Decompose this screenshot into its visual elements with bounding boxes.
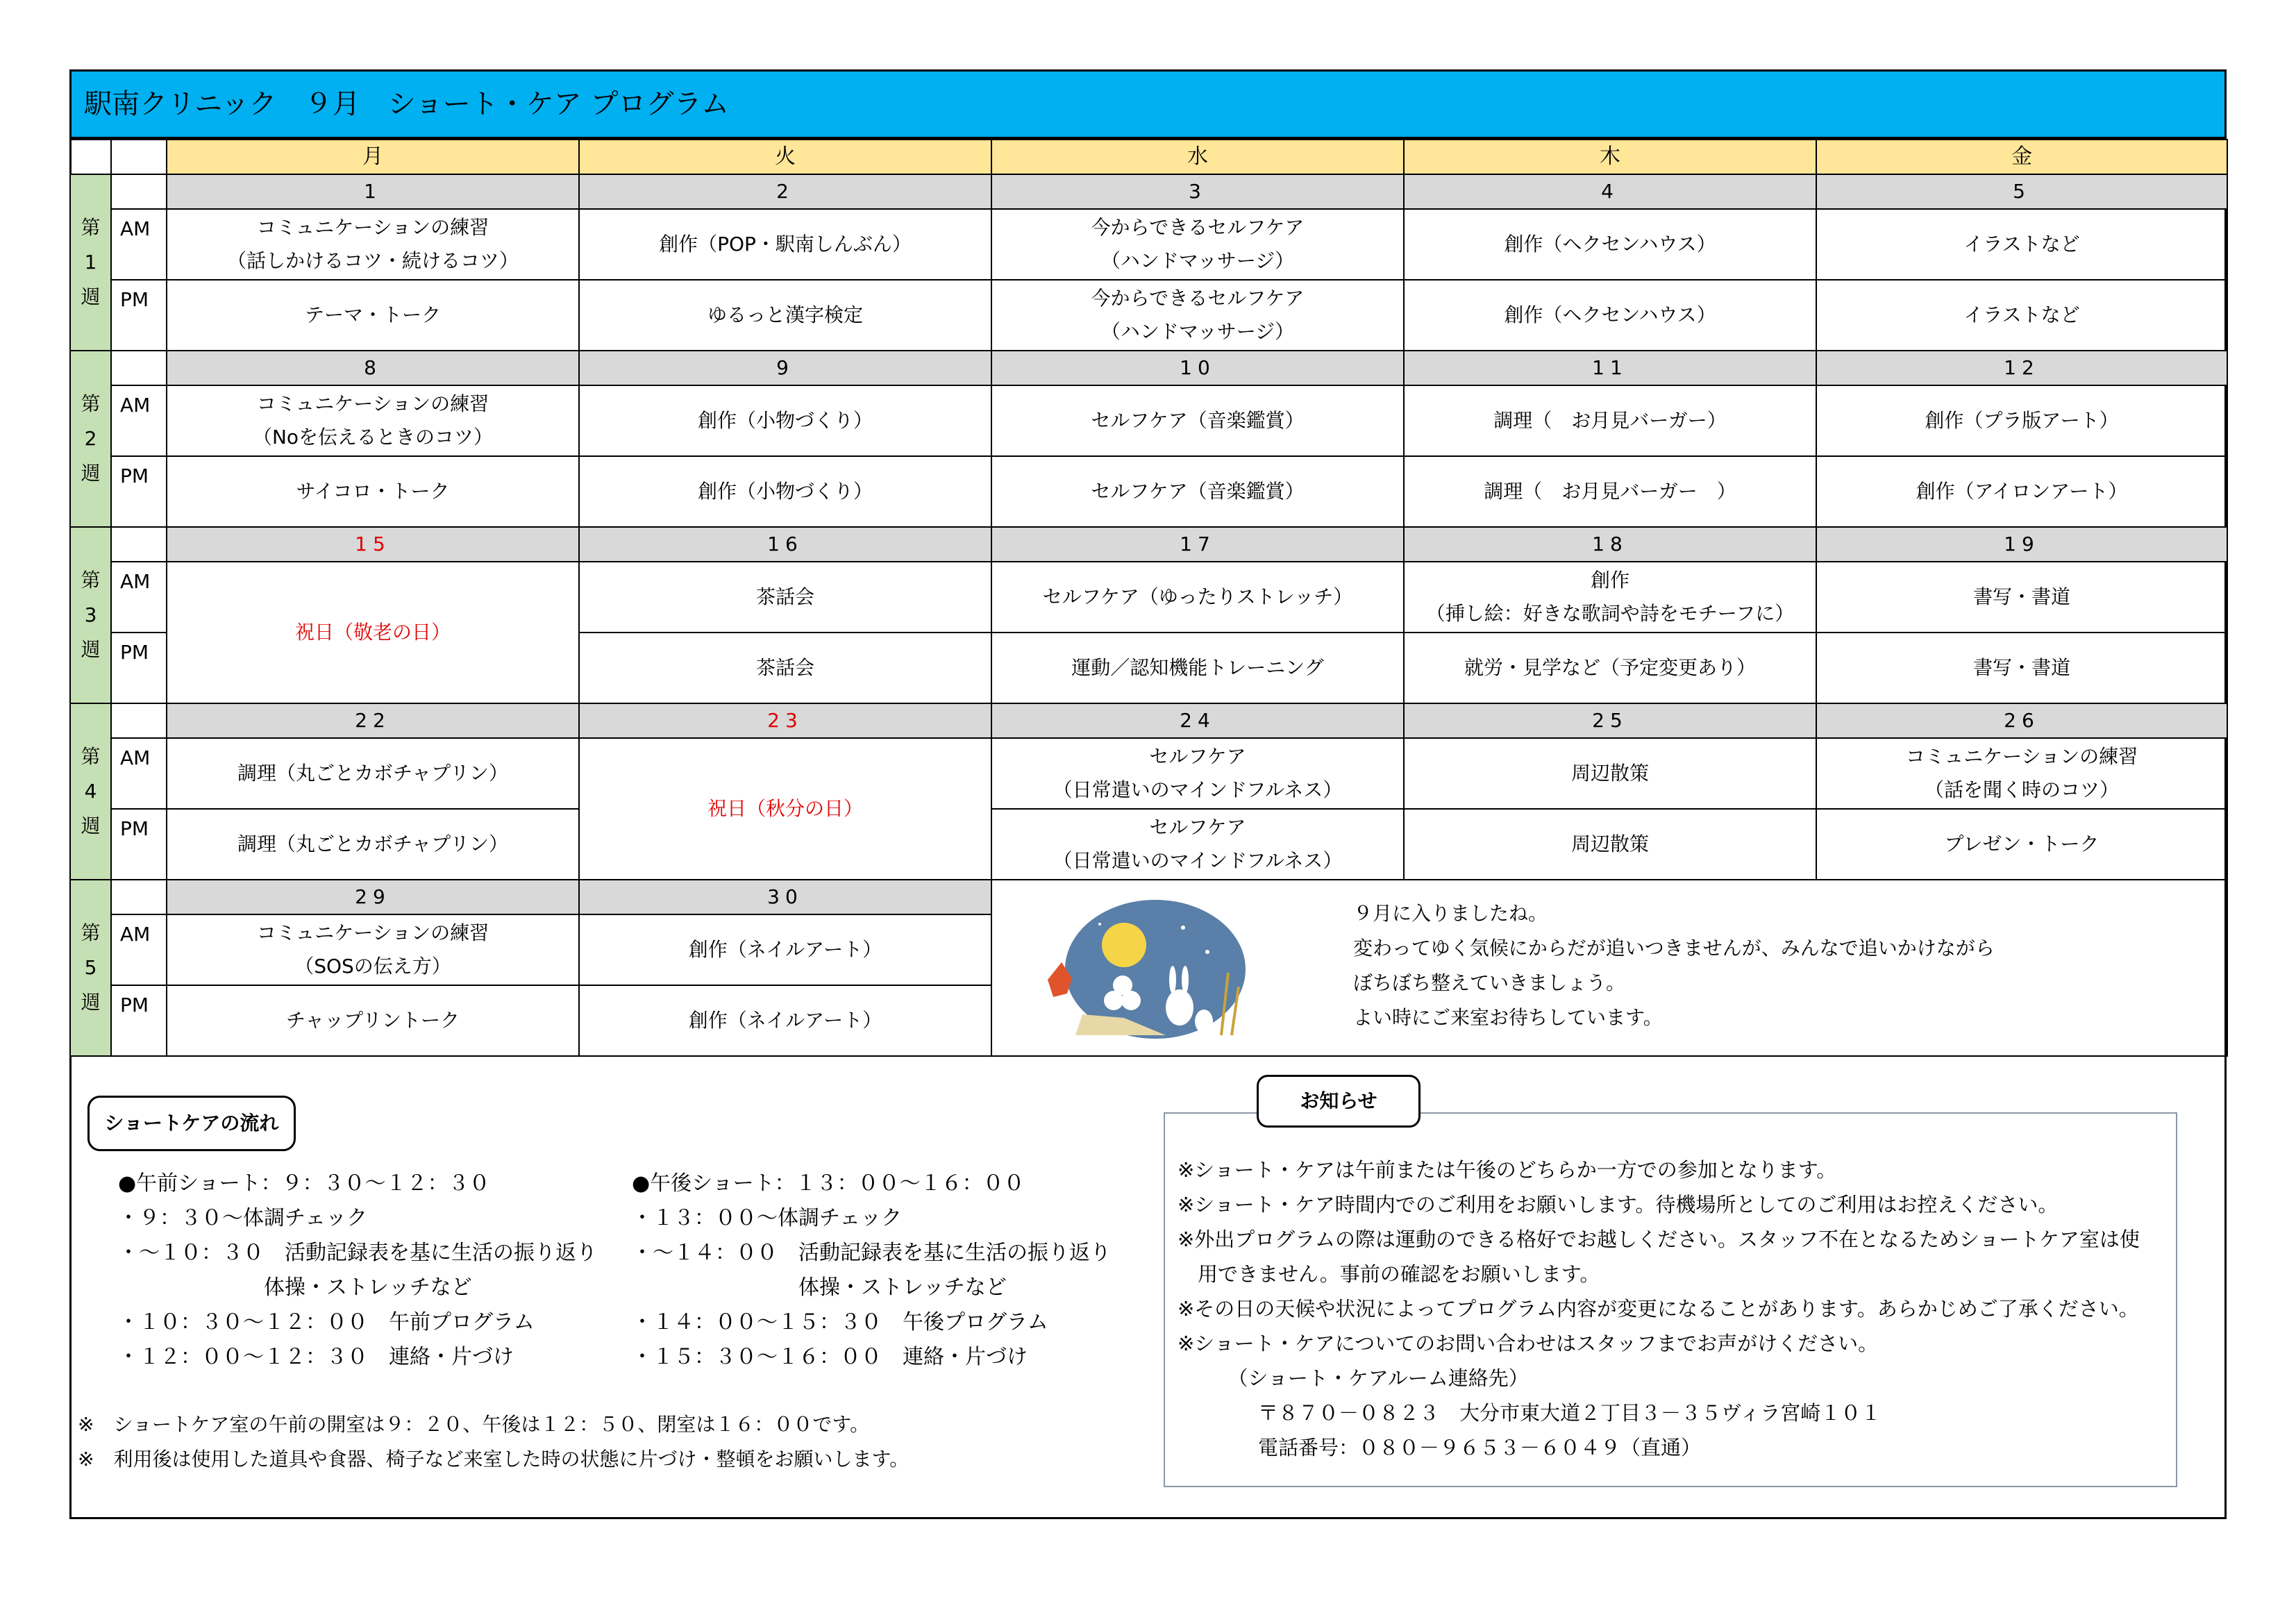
am-program-cell <box>167 209 579 280</box>
program-text: 書写・書道 <box>1972 585 2070 608</box>
program-text: （SOSの伝え方） <box>294 955 451 978</box>
notice-line: 用できません。事前の確認をお願いします。 <box>1178 1262 1600 1286</box>
pm-program-cell <box>1816 809 2227 880</box>
day-header-tue: 火 <box>579 140 991 174</box>
date-row <box>70 880 2227 914</box>
holiday-cell: 祝日（敬老の日） <box>167 562 579 703</box>
am-program-cell <box>1404 209 1816 280</box>
week-label-char: 第 <box>81 569 101 592</box>
date-cell: 17 <box>991 527 1404 562</box>
pm-program-cell <box>167 985 579 1056</box>
date-cell: 16 <box>579 527 991 562</box>
week-label-char: 1 <box>84 251 97 274</box>
program-text: （日常遣いのマインドフルネス） <box>1053 849 1343 872</box>
am-flow-list <box>118 1166 597 1375</box>
blank-cell <box>111 351 167 385</box>
date-row <box>70 703 2227 738</box>
program-text: テーマ・トーク <box>304 303 441 326</box>
program-text: （話を聞く時のコツ） <box>1924 778 2119 801</box>
program-text: 運動／認知機能トレーニング <box>1071 656 1324 679</box>
date-cell: 2 <box>579 174 991 209</box>
program-text: プレゼン・トーク <box>1944 832 2100 855</box>
am-label: AM <box>111 385 167 456</box>
pm-program-cell <box>1404 456 1816 527</box>
am-program-cell <box>579 562 991 633</box>
week-label-char: 第 <box>81 216 101 239</box>
date-cell: 19 <box>1816 527 2227 562</box>
date-row <box>70 527 2227 562</box>
program-text: （挿し絵：好きな歌詞や詩をモチーフに） <box>1425 602 1795 625</box>
am-program-cell <box>1816 209 2227 280</box>
am-flow-line: ・１０：３０～１２：００ 午前プログラム <box>118 1310 535 1334</box>
program-text: 創作 <box>1590 569 1629 592</box>
am-flow-line: 体操・ストレッチなど <box>118 1275 472 1300</box>
am-program-cell <box>1404 385 1816 456</box>
am-program-cell <box>579 385 991 456</box>
day-header-wed: 水 <box>991 140 1404 174</box>
am-flow-line: ●午前ショート：９：３０～１２：３０ <box>118 1171 490 1196</box>
am-program-cell <box>991 385 1404 456</box>
program-text: コミュニケーションの練習 <box>256 392 489 415</box>
notice-line: 〒８７０－０８２３ 大分市東大道２丁目３－３５ヴィラ宮崎１０１ <box>1178 1401 1882 1425</box>
pm-label: PM <box>111 456 167 527</box>
pm-label: PM <box>111 809 167 880</box>
am-row <box>70 738 2227 809</box>
pm-program-cell <box>579 456 991 527</box>
pm-program-cell <box>991 280 1404 351</box>
pm-program-cell <box>1816 633 2227 703</box>
pm-flow-line: 体操・ストレッチなど <box>632 1275 1007 1300</box>
program-text: セルフケア（ゆったりストレッチ） <box>1042 585 1353 608</box>
program-text: 就労・見学など（予定変更あり） <box>1464 656 1756 679</box>
date-row <box>70 174 2227 209</box>
pm-program-cell <box>1816 280 2227 351</box>
monthly-message <box>1353 896 1995 1035</box>
am-program-cell <box>1404 562 1816 633</box>
notice-line: ※ショート・ケア時間内でのご利用をお願いします。待機場所としてのご利用はお控えください。 <box>1178 1193 2059 1216</box>
day-header-row <box>70 140 2227 174</box>
room-hours-note: ※ ショートケア室の午前の開室は９：２０、午後は１２：５０、閉室は１６：００です。 <box>78 1413 870 1436</box>
date-cell: 9 <box>579 351 991 385</box>
date-cell: 1 <box>167 174 579 209</box>
corner-cell <box>70 140 111 174</box>
pm-program-cell <box>1816 456 2227 527</box>
am-program-cell <box>1816 738 2227 809</box>
date-cell: 18 <box>1404 527 1816 562</box>
week-label-char: 4 <box>84 780 97 803</box>
week-label-char: 週 <box>81 991 101 1014</box>
week-label-char: 3 <box>84 603 97 626</box>
week-label-char: 第 <box>81 745 101 768</box>
am-flow-line: ・～１０：３０ 活動記録表を基に生活の振り返り <box>118 1241 597 1265</box>
notice-line: ※ショート・ケアは午前または午後のどちらか一方での参加となります。 <box>1178 1158 1837 1182</box>
pm-program-cell <box>1404 633 1816 703</box>
week-label-char: 2 <box>84 427 97 450</box>
date-row <box>70 351 2227 385</box>
blank-cell <box>111 174 167 209</box>
week-label <box>70 703 111 880</box>
page-title: 駅南クリニック ９月 ショート・ケア プログラム <box>69 69 2227 139</box>
program-text: 周辺散策 <box>1570 762 1649 785</box>
program-text: 調理（ お月見バーガー ） <box>1484 480 1736 503</box>
message-line: ９月に入りましたね。 <box>1353 902 1548 925</box>
date-cell: 26 <box>1816 703 2227 738</box>
program-text: セルフケア <box>1149 816 1246 839</box>
date-cell: 30 <box>579 880 991 914</box>
program-text: 創作（ネイルアート） <box>688 1009 882 1032</box>
program-text: 茶話会 <box>755 585 814 608</box>
am-program-cell <box>1816 562 2227 633</box>
notice-list <box>1178 1153 2140 1465</box>
week-label-char: 週 <box>81 638 101 661</box>
am-program-cell <box>167 914 579 985</box>
date-cell: 25 <box>1404 703 1816 738</box>
week-label <box>70 527 111 703</box>
notice-line: （ショート・ケアルーム連絡先） <box>1178 1366 1529 1390</box>
program-text: コミュニケーションの練習 <box>256 921 489 944</box>
am-program-cell <box>991 562 1404 633</box>
am-row <box>70 562 2227 633</box>
am-label: AM <box>111 914 167 985</box>
pm-program-cell <box>167 280 579 351</box>
day-header-fri: 金 <box>1816 140 2227 174</box>
program-text: セルフケア <box>1149 745 1246 768</box>
week-label <box>70 351 111 527</box>
program-text: チャップリントーク <box>285 1009 460 1032</box>
program-text: （ハンドマッサージ） <box>1100 249 1295 272</box>
program-text: 創作（小物づくり） <box>697 409 873 432</box>
blank-cell <box>111 527 167 562</box>
blank-cell <box>111 880 167 914</box>
pm-program-cell <box>1404 809 1816 880</box>
notice-line: 電話番号：０８０－９６５３－６０４９（直通） <box>1178 1436 1702 1459</box>
pm-label: PM <box>111 985 167 1056</box>
week-label-char: 週 <box>81 814 101 837</box>
pm-row <box>70 280 2227 351</box>
pm-label: PM <box>111 633 167 703</box>
program-text: サイコロ・トーク <box>296 480 450 503</box>
program-text: （Noを伝えるときのコツ） <box>252 426 494 449</box>
pm-row <box>70 456 2227 527</box>
week-label-char: 第 <box>81 392 101 415</box>
program-text: 創作（ネイルアート） <box>688 938 882 961</box>
am-program-cell <box>579 209 991 280</box>
program-text: 創作（小物づくり） <box>697 480 873 503</box>
message-wrap <box>992 881 2227 1055</box>
program-text: 書写・書道 <box>1972 656 2070 679</box>
week-label-char: 5 <box>84 956 97 979</box>
date-cell: 8 <box>167 351 579 385</box>
program-text: 周辺散策 <box>1570 832 1649 855</box>
pm-flow-line: ・１５：３０～１６：００ 連絡・片づけ <box>632 1345 1028 1369</box>
program-text: 創作（ヘクセンハウス） <box>1504 303 1716 326</box>
pm-program-cell <box>991 456 1404 527</box>
date-cell: 29 <box>167 880 579 914</box>
pm-program-cell <box>991 633 1404 703</box>
pm-program-cell <box>167 809 579 880</box>
pm-flow-line: ・１３：００～体調チェック <box>632 1206 903 1230</box>
date-cell: 5 <box>1816 174 2227 209</box>
am-label: AM <box>111 738 167 809</box>
message-line: 変わってゆく気候にからだが追いつきませんが、みんなで追いかけながら <box>1353 937 1995 960</box>
date-cell: 24 <box>991 703 1404 738</box>
notice-heading: お知らせ <box>1257 1075 1421 1128</box>
moon-viewing-rabbits-illustration <box>1034 896 1249 1042</box>
program-text: ゆるっと漢字検定 <box>707 303 863 326</box>
date-cell: 12 <box>1816 351 2227 385</box>
program-text: 創作（POP・駅南しんぶん） <box>659 233 912 256</box>
program-text: 調理（丸ごとカボチャプリン） <box>237 762 509 785</box>
holiday-cell: 祝日（秋分の日） <box>579 738 991 880</box>
am-program-cell <box>1816 385 2227 456</box>
am-program-cell <box>991 209 1404 280</box>
date-cell: 3 <box>991 174 1404 209</box>
program-text: 創作（プラ版アート） <box>1925 409 2119 432</box>
am-label: AM <box>111 562 167 633</box>
notice-line: ※その日の天候や状況によってプログラム内容が変更になることがあります。あらかじめご了承ください。 <box>1178 1297 2139 1321</box>
day-header-thu: 木 <box>1404 140 1816 174</box>
blank-cell <box>111 703 167 738</box>
message-line: ぼちぼち整えていきましょう。 <box>1353 971 1626 994</box>
flow-heading: ショートケアの流れ <box>87 1096 296 1151</box>
week-label-char: 第 <box>81 921 101 944</box>
pm-flow-line: ・１４：００～１５：３０ 午後プログラム <box>632 1310 1048 1334</box>
schedule-table <box>69 139 2228 1057</box>
am-row <box>70 385 2227 456</box>
program-text: （話しかけるコツ・続けるコツ） <box>226 249 519 272</box>
date-cell: 22 <box>167 703 579 738</box>
date-cell: 4 <box>1404 174 1816 209</box>
am-program-cell <box>1404 738 1816 809</box>
date-cell: 15 <box>167 527 579 562</box>
notice-line: ※ショート・ケアについてのお問い合わせはスタッフまでお声がけください。 <box>1178 1332 1879 1355</box>
notice-line: ※外出プログラムの際は運動のできる格好でお越しください。スタッフ不在となるためショートケア室は使 <box>1178 1228 2140 1251</box>
pm-program-cell <box>991 809 1404 880</box>
day-header-mon: 月 <box>167 140 579 174</box>
program-text: 今からできるセルフケア <box>1091 287 1305 310</box>
week-label <box>70 880 111 1056</box>
pm-flow-list <box>632 1166 1111 1375</box>
pm-label: PM <box>111 280 167 351</box>
program-text: 創作（アイロンアート） <box>1916 480 2128 503</box>
am-program-cell <box>167 738 579 809</box>
pm-flow-line: ●午後ショート：１３：００～１６：００ <box>632 1171 1025 1196</box>
am-flow-line: ・９：３０～体調チェック <box>118 1206 368 1230</box>
pm-program-cell <box>579 280 991 351</box>
program-text: 創作（ヘクセンハウス） <box>1504 233 1716 256</box>
date-cell: 10 <box>991 351 1404 385</box>
am-program-cell <box>167 385 579 456</box>
pm-flow-line: ・～１４：００ 活動記録表を基に生活の振り返り <box>632 1241 1111 1265</box>
date-cell: 23 <box>579 703 991 738</box>
program-text: 今からできるセルフケア <box>1091 216 1305 239</box>
tidy-up-note: ※ 利用後は使用した道具や食器、椅子など来室した時の状態に片づけ・整頓をお願いします。 <box>78 1448 910 1471</box>
program-text: 茶話会 <box>755 656 814 679</box>
am-label: AM <box>111 209 167 280</box>
pm-program-cell <box>579 633 991 703</box>
program-text: セルフケア（音楽鑑賞） <box>1091 480 1305 503</box>
program-text: コミュニケーションの練習 <box>256 216 489 239</box>
am-program-cell <box>991 738 1404 809</box>
week-label-char: 週 <box>81 462 101 485</box>
program-text: （ハンドマッサージ） <box>1100 320 1295 343</box>
pm-program-cell <box>1404 280 1816 351</box>
message-cell <box>991 880 2227 1056</box>
week-label-char: 週 <box>81 285 101 308</box>
pm-program-cell <box>579 985 991 1056</box>
date-cell: 11 <box>1404 351 1816 385</box>
program-text: （日常遣いのマインドフルネス） <box>1053 778 1343 801</box>
week-label <box>70 174 111 351</box>
message-line: よい時にご来室お待ちしています。 <box>1353 1006 1663 1029</box>
pm-program-cell <box>167 456 579 527</box>
program-text: セルフケア（音楽鑑賞） <box>1091 409 1305 432</box>
program-text: 調理（ お月見バーガー） <box>1493 409 1727 432</box>
corner-cell <box>111 140 167 174</box>
program-text: イラストなど <box>1963 303 2080 326</box>
am-row <box>70 209 2227 280</box>
program-text: コミュニケーションの練習 <box>1905 745 2138 768</box>
program-text: 調理（丸ごとカボチャプリン） <box>237 832 509 855</box>
pm-row <box>70 809 2227 880</box>
am-flow-line: ・１２：００～１２：３０ 連絡・片づけ <box>118 1345 514 1369</box>
program-text: イラストなど <box>1963 233 2080 256</box>
am-program-cell <box>579 914 991 985</box>
